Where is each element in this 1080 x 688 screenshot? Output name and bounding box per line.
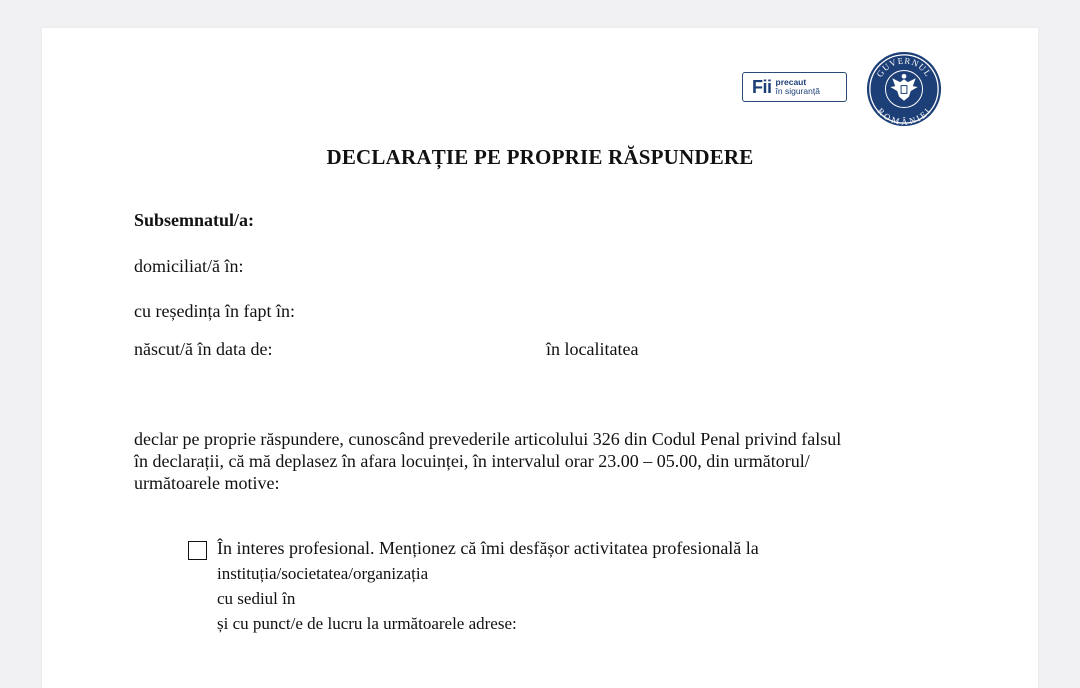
option-line: instituția/societatea/organizația xyxy=(217,564,429,583)
logo-main-text: Fii xyxy=(752,76,772,97)
document-title: DECLARAȚIE PE PROPRIE RĂSPUNDERE xyxy=(326,145,754,169)
declaration-paragraph xyxy=(134,428,934,494)
fii-precaut-logo xyxy=(742,72,847,102)
declaration-line: declar pe proprie răspundere, cunoscând prevederile articolului 326 din Codul Penal privind falsul xyxy=(134,429,842,449)
field-data-nasterii-label: născut/ă în data de: xyxy=(134,339,273,359)
option-line: și cu punct/e de lucru la următoarele adrese: xyxy=(217,614,517,633)
field-localitate-label: în localitatea xyxy=(546,339,639,359)
option-professional-text xyxy=(217,536,759,636)
declaration-line: următoarele motive: xyxy=(134,473,280,493)
logo-subtext xyxy=(776,78,820,96)
government-seal-icon xyxy=(865,50,943,128)
field-domiciliu-label: domiciliat/ă în: xyxy=(134,256,244,276)
logo-subtext-line1: precaut xyxy=(775,77,807,87)
field-resedinta-label: cu reședința în fapt în: xyxy=(134,301,295,321)
seal-bottom-text: ROMÂNIEI xyxy=(875,105,933,127)
field-subsemnatul-label: Subsemnatul/a: xyxy=(134,210,255,230)
seal-top-text: GUVERNUL xyxy=(874,55,934,79)
option-line: cu sediul în xyxy=(217,589,296,608)
option-professional-checkbox[interactable] xyxy=(188,541,207,560)
document-page xyxy=(42,28,1038,688)
declaration-line: în declarații, că mă deplasez în afara locuinței, în intervalul orar 23.00 – 05.00, din următorul/ xyxy=(134,451,810,471)
option-line: În interes profesional. Menționez că îmi desfășor activitatea profesională la xyxy=(217,538,759,558)
logo-subtext-line2: în siguranță xyxy=(775,86,820,96)
